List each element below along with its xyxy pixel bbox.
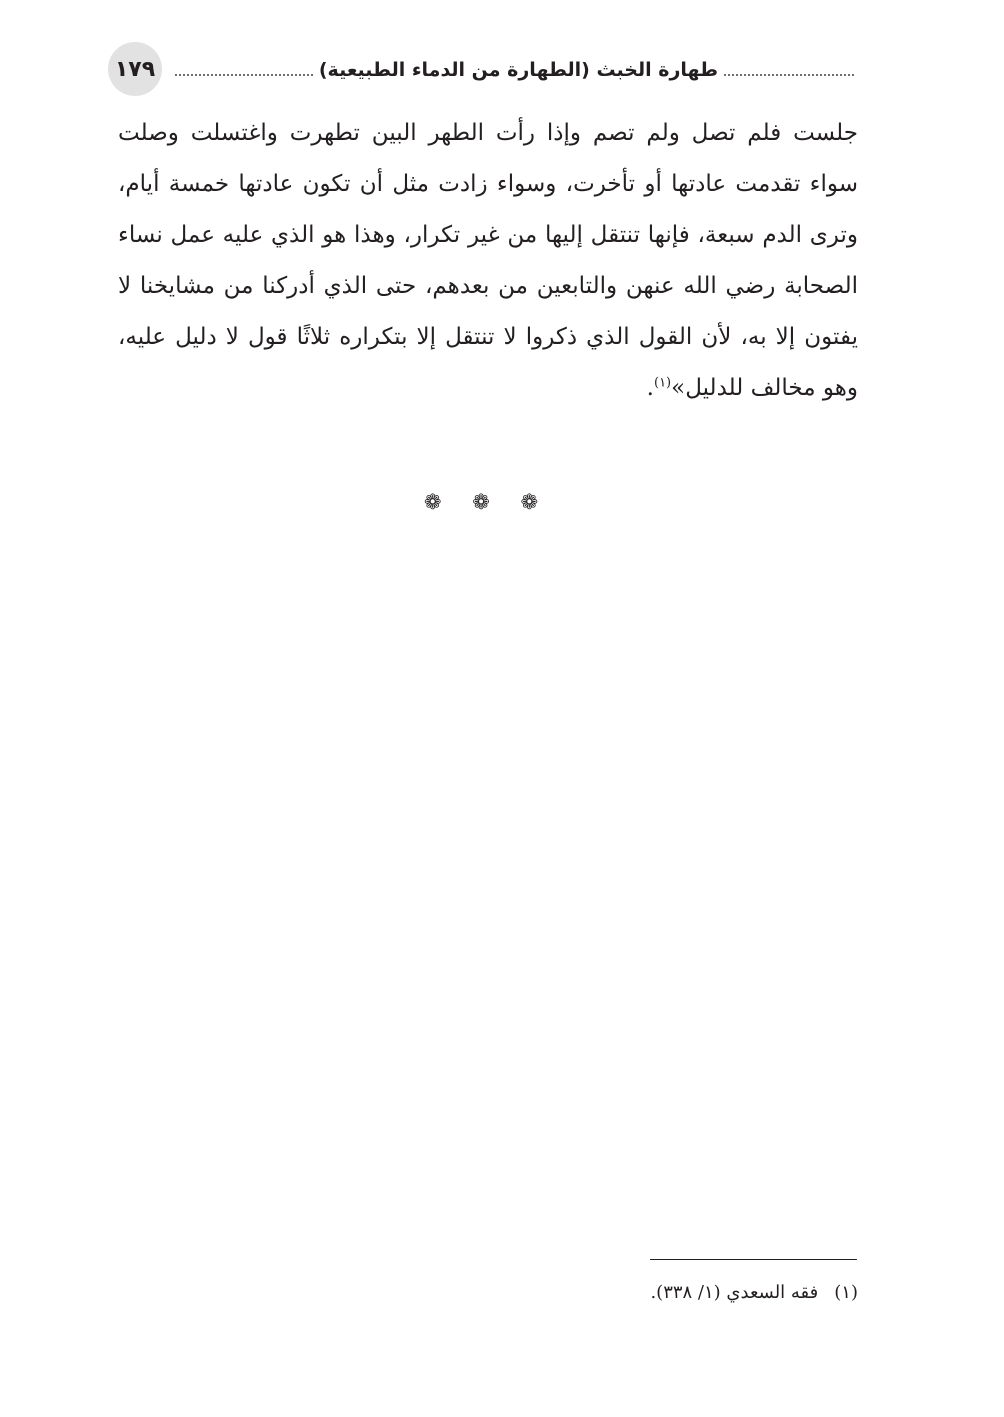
running-title: طهارة الخبث (الطهارة من الدماء الطبيعية) [318,59,718,81]
paragraph-end-punct: . [646,375,654,401]
page-number-badge [108,42,162,96]
body-paragraph [118,108,858,414]
footnote-divider [650,1259,857,1260]
footnote-number: (١) [834,1282,858,1303]
paragraph-text: جلست فلم تصل ولم تصم وإذا رأت الطهر البين تطهرت واغتسلت وصلت سواء تقدمت عادتها أو تأخرت، وسواء زادت مثل أن تكون عادتها خمسة أيام، وترى الدم سبعة، فإنها تنتقل إليها من غير تكرار، وهذا هو الذي عليه عمل نساء الصحابة رضي الله عنهن والتابعين من بعدهم، حتى الذي أدركنا من مشايخنا لا يفتون إلا به، لأن القول الذي ذكروا لا تنتقل إلا بتكراره ثلاثًا قول لا دليل عليه، وهو مخالف للدليل» [118,120,858,401]
header-leader-dots-right [724,74,854,76]
footnote-reference: (١) [653,375,672,391]
main-text-block [118,108,858,414]
running-header [175,54,854,86]
footnote-text: فقه السعدي (١/ ٣٣٨). [650,1282,819,1303]
header-leader-dots-left [175,74,313,76]
section-separator-ornaments: ❁ ❁ ❁ [423,490,551,514]
footnote-item [540,1279,858,1307]
page-number: ١٧٩ [114,56,156,82]
